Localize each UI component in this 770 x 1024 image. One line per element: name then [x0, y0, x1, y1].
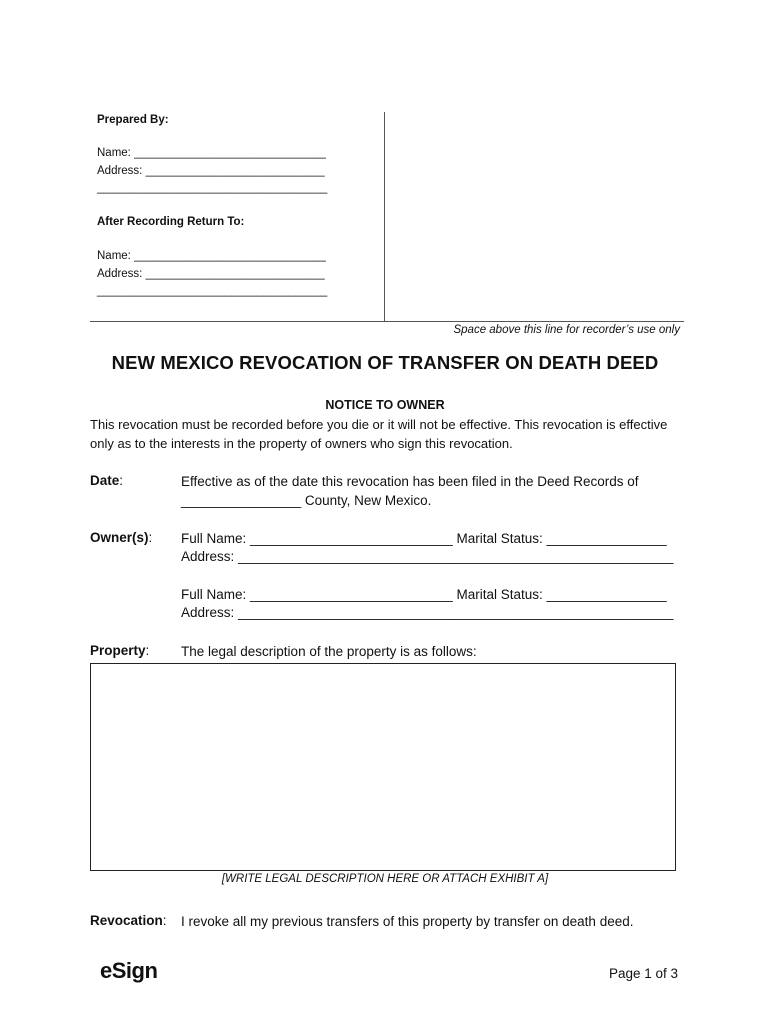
owners-label: [90, 530, 152, 545]
date-label-colon: :: [119, 473, 124, 488]
document-title: NEW MEXICO REVOCATION OF TRANSFER ON DEATH DEED: [111, 352, 659, 373]
property-label: [90, 643, 149, 658]
return-to-address-field[interactable]: Address: ____________________________: [97, 268, 325, 280]
notice-heading: NOTICE TO OWNER: [325, 398, 445, 412]
owner1-name-field[interactable]: Full Name: ___________________________ Marital Status: ________________: [181, 531, 667, 546]
revocation-label-text: Revocation: [90, 913, 163, 928]
owners-label-colon: :: [148, 530, 153, 545]
return-to-heading: After Recording Return To:: [97, 216, 245, 228]
return-to-name-field[interactable]: Name: ______________________________: [97, 250, 326, 262]
revocation-text: I revoke all my previous transfers of this property by transfer on death deed.: [181, 914, 634, 929]
property-text: The legal description of the property is as follows:: [181, 644, 477, 659]
owner1-address-field[interactable]: Address: __________________________________________________________: [181, 549, 674, 564]
property-label-colon: :: [145, 643, 150, 658]
return-to-address-line2[interactable]: ____________________________________: [97, 285, 328, 297]
date-line1: Effective as of the date this revocation has been filed in the Deed Records of: [181, 474, 639, 489]
property-label-text: Property: [90, 643, 146, 658]
prepared-by-name-field[interactable]: Name: ______________________________: [97, 147, 326, 159]
prepared-by-address-field[interactable]: Address: ____________________________: [97, 165, 325, 177]
revocation-label-colon: :: [162, 913, 167, 928]
owner2-address-field[interactable]: Address: __________________________________________________________: [181, 605, 674, 620]
recorder-space-baseline: [90, 321, 684, 322]
recorder-note: Space above this line for recorder’s use only: [453, 324, 680, 336]
recorder-space-divider: [384, 112, 385, 321]
date-label-text: Date: [90, 473, 120, 488]
legal-description-box[interactable]: [90, 663, 676, 871]
date-label: [90, 473, 123, 488]
notice-body: This revocation must be recorded before you die or it will not be effective. This revocation is effective only as to the interests in the property of owners who sign this revocation.: [90, 417, 668, 451]
prepared-by-heading: Prepared By:: [97, 114, 169, 126]
prepared-by-address-line2[interactable]: ____________________________________: [97, 182, 328, 194]
page-number: Page 1 of 3: [608, 966, 678, 981]
esign-logo: eSign: [100, 958, 158, 983]
legal-description-caption: [WRITE LEGAL DESCRIPTION HERE OR ATTACH EXHIBIT A]: [221, 873, 549, 885]
owner2-name-field[interactable]: Full Name: ___________________________ Marital Status: ________________: [181, 587, 667, 602]
date-county-field[interactable]: ________________ County, New Mexico.: [181, 493, 432, 508]
revocation-label: [90, 913, 167, 928]
owners-label-text: Owner(s): [90, 530, 149, 545]
